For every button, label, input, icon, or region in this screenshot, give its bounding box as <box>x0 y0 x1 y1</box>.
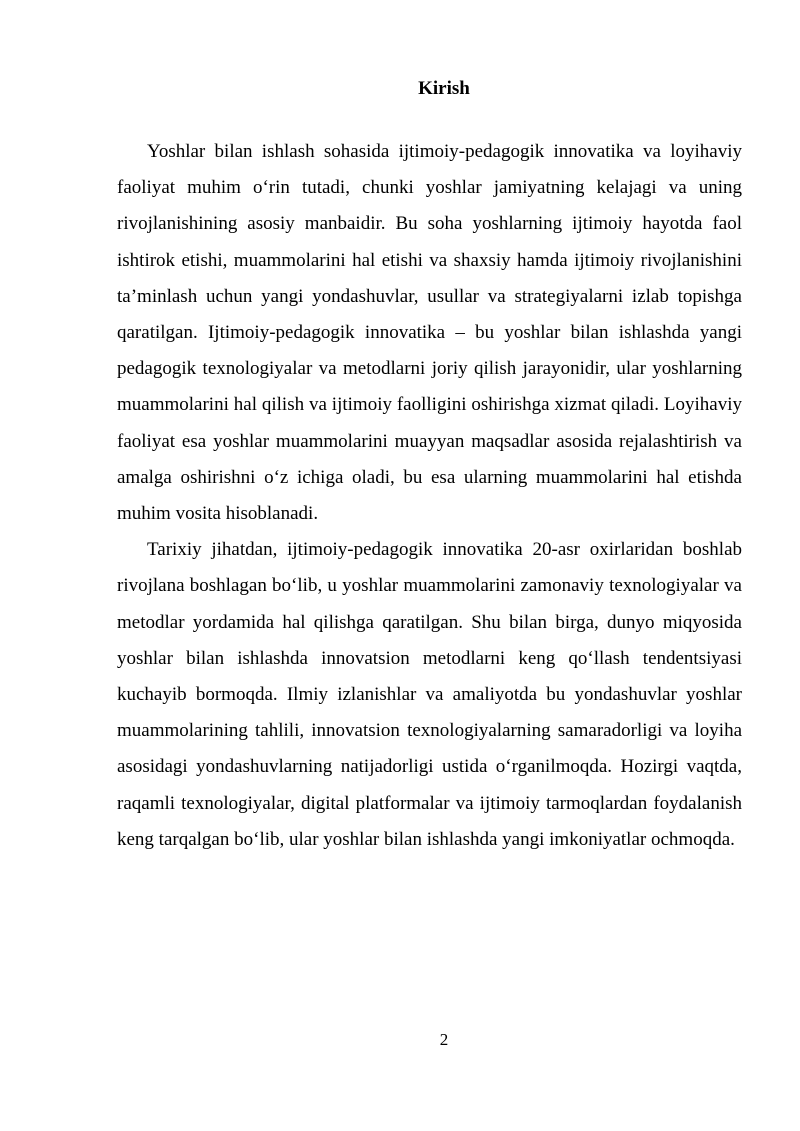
page-title: Kirish <box>418 78 470 99</box>
paragraph-history: Tarixiy jihatdan, ijtimoiy-pedagogik innovatika 20-asr oxirlaridan boshlab rivojlana boshlagan bo‘lib, u yoshlar muammolarini zamonaviy texnologiyalar va metodlar yordamida hal qilishga qaratilgan. Shu bilan birga, dunyo miqyosida yoshlar bilan ishlashda innovatsion metodlarni keng qo‘llash tendentsiyasi kuchayib bormoqda. Ilmiy izlanishlar va amaliyotda bu yondashuvlar yoshlar muammolarining tahlili, innovatsion texnologiyalarning samaradorligi va loyiha asosidagi yondashuvlarning natijadorligi ustida o‘rganilmoqda. Hozirgi vaqtda, raqamli texnologiyalar, digital platformalar va ijtimoiy tarmoqlardan foydalanish keng tarqalgan bo‘lib, ular yoshlar bilan ishlashda yangi imkoniyatlar ochmoqda. <box>117 539 742 850</box>
page-number: 2 <box>439 1030 449 1049</box>
paragraph-introduction: Yoshlar bilan ishlash sohasida ijtimoiy-pedagogik innovatika va loyihaviy faoliyat muhim o‘rin tutadi, chunki yoshlar jamiyatning kelajagi va uning rivojlanishining asosiy manbaidir. Bu soha yoshlarning ijtimoiy hayotda faol ishtirok etishi, muammolarini hal etishi va shaxsiy hamda ijtimoiy rivojlanishini ta’minlash uchun yangi yondashuvlar, usullar va strategiyalarni izlab topishga qaratilgan. Ijtimoiy-pedagogik innovatika – bu yoshlar bilan ishlashda yangi pedagogik texnologiyalar va metodlarni joriy qilish jarayonidir, ular yoshlarning muammolarini hal qilish va ijtimoiy faolligini oshirishga xizmat qiladi. Loyihaviy faoliyat esa yoshlar muammolarini muayyan maqsadlar asosida rejalashtirish va amalga oshirishni o‘z ichiga oladi, bu esa ularning muammolarini hal etishda muhim vosita hisoblanadi. <box>117 141 742 525</box>
body-text <box>117 134 742 858</box>
